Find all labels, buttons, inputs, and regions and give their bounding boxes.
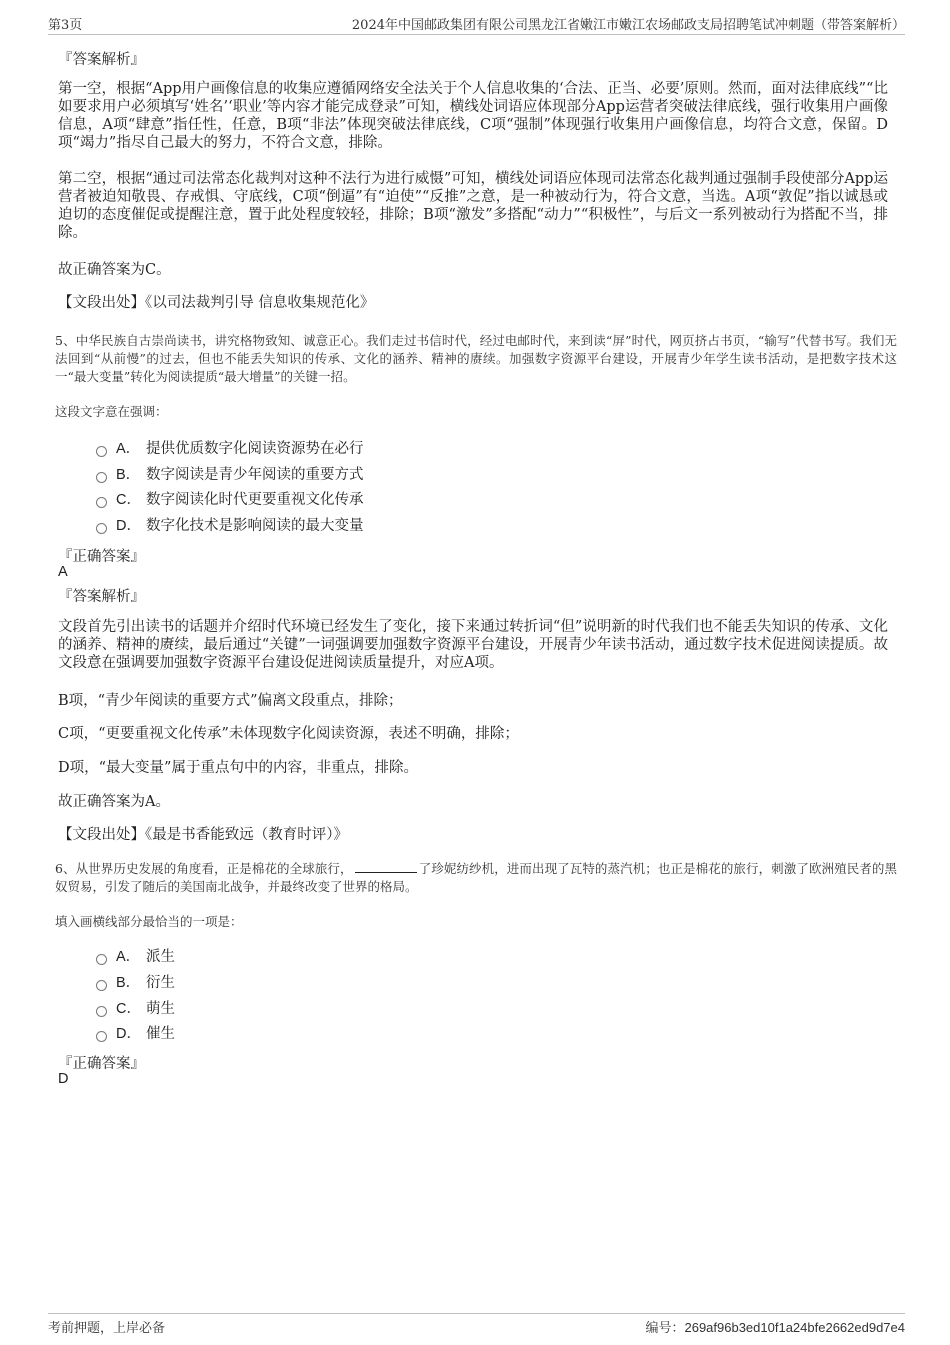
q5-conclusion: 故正确答案为A。: [58, 794, 170, 810]
radio-icon[interactable]: [96, 1006, 107, 1017]
q6-option-a[interactable]: A． 派生: [96, 947, 175, 967]
q5-question-text: 5、中华民族自古崇尚读书，讲究格物致知、诚意正心。我们走过书信时代，经过电邮时代，来到读“屏”时代，网页挤占书页，“输写”代替书写。我们无法回到“从前慢”的过去，但也不能丢失知识的传承、文化的涵养、精神的赓续。加强数字资源平台建设，开展青少年学生读书活动，是把数字技术这一“最大变量”转化为阅读提质“最大增量”的关键一招。: [55, 333, 897, 384]
document-id: 编号：269af96b3ed10f1a24bfe2662ed9d7e4: [645, 1320, 905, 1335]
q4-source: 【文段出处】《以司法裁判引导 信息收集规范化》: [58, 295, 375, 311]
fill-blank: [355, 860, 417, 873]
radio-icon[interactable]: [96, 446, 107, 457]
q5-option-c[interactable]: C． 数字阅读化时代更要重视文化传承: [96, 490, 364, 510]
q5-analysis-p4: D项，“最大变量”属于重点句中的内容，非重点，排除。: [58, 760, 418, 776]
q5-option-a[interactable]: A． 提供优质数字化阅读资源势在必行: [96, 439, 364, 459]
q5-analysis-p2: B项，“青少年阅读的重要方式”偏离文段重点，排除；: [58, 693, 403, 709]
radio-icon[interactable]: [96, 954, 107, 965]
page-footer: [48, 1313, 905, 1336]
radio-icon[interactable]: [96, 523, 107, 534]
footer-slogan: 考前押题，上岸必备: [48, 1321, 166, 1336]
page-header: [48, 14, 905, 35]
q5-source: 【文段出处】《最是书香能致远（教育时评）》: [58, 827, 348, 843]
q6-answer-label: 『正确答案』: [58, 1056, 145, 1072]
q5-prompt: 这段文字意在强调：: [55, 404, 168, 419]
q6-question-text: 6、从世界历史发展的角度看，正是棉花的全球旅行， 了珍妮纺纱机，进而出现了瓦特的蒸汽机；也正是棉花的旅行，刺激了欧洲殖民者的黑奴贸易，引发了随后的美国南北战争，并最终改变了世界的格局。: [55, 861, 897, 894]
q5-answer: A: [58, 564, 68, 580]
q5-answer-label: 『正确答案』: [58, 549, 145, 565]
q5-option-d[interactable]: D． 数字化技术是影响阅读的最大变量: [96, 516, 364, 536]
q4-analysis-p2: 第二空，根据“通过司法常态化裁判对这种不法行为进行威慑”可知，横线处词语应体现司法常态化裁判通过强制手段使部分App运营者被迫知敬畏、存戒惧、守底线，C项“倒逼”有“迫使”“反推”之意，是一种被动行为，符合文意，当选。A项“敦促”指以诚恳或迫切的态度催促或提醒注意，置于此处程度较轻，排除；B项“激发”多搭配“动力”“积极性”，与后文一系列被动行为搭配不当，排除。: [58, 171, 888, 241]
radio-icon[interactable]: [96, 1031, 107, 1042]
q5-analysis-label: 『答案解析』: [58, 589, 145, 605]
q4-conclusion: 故正确答案为C。: [58, 262, 171, 278]
page-number: 第3页: [48, 18, 83, 33]
q5-analysis-p1: 文段首先引出读书的话题并介绍时代环境已经发生了变化，接下来通过转折词“但”说明新的时代我们也不能丢失知识的传承、文化的涵养、精神的赓续，最后通过“关键”一词强调要加强数字资源平台建设，开展青少年读书活动，通过数字技术促进阅读提质。故文段意在强调要加强数字资源平台建设促进阅读质量提升，对应A项。: [58, 619, 888, 671]
q6-option-b[interactable]: B． 衍生: [96, 973, 175, 993]
q4-analysis-p1: 第一空，根据“App用户画像信息的收集应遵循网络安全法关于个人信息收集的‘合法、正当、必要’原则。然而，面对法律底线”“比如要求用户必须填写‘姓名’‘职业’等内容才能完成登录”可知，横线处词语应体现部分App运营者突破法律底线，强行收集用户画像信息，A项“肆意”指任性，任意，B项“非法”体现突破法律底线，C项“强制”体现强行收集用户画像信息，均符合文意，保留。D项“竭力”指尽自己最大的努力，不符合文意，排除。: [58, 81, 888, 151]
q5-analysis-p3: C项，“更要重视文化传承”未体现数字化阅读资源，表述不明确，排除；: [58, 726, 519, 742]
q4-analysis-label: 『答案解析』: [58, 52, 145, 68]
radio-icon[interactable]: [96, 497, 107, 508]
q6-option-c[interactable]: C． 萌生: [96, 999, 175, 1019]
document-title: 2024年中国邮政集团有限公司黑龙江省嫩江市嫩江农场邮政支局招聘笔试冲刺题（带答案解析）: [351, 18, 905, 33]
q5-option-b[interactable]: B． 数字阅读是青少年阅读的重要方式: [96, 465, 364, 485]
radio-icon[interactable]: [96, 472, 107, 483]
q6-option-d[interactable]: D． 催生: [96, 1024, 175, 1044]
q6-answer: D: [58, 1071, 69, 1087]
q6-prompt: 填入画横线部分最恰当的一项是：: [55, 914, 243, 929]
radio-icon[interactable]: [96, 980, 107, 991]
